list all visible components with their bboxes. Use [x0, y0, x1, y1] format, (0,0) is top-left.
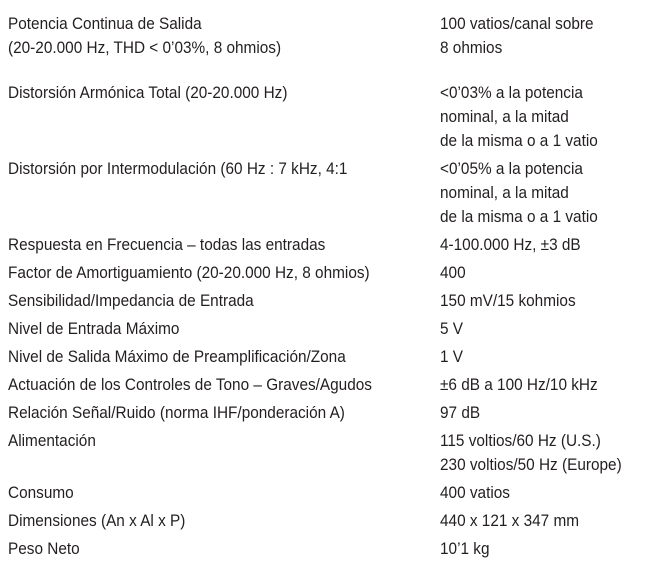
spec-row-input-sensitivity: [8, 289, 658, 313]
spec-row-continuous-power: [8, 12, 658, 36]
spec-value-line: 100 vatios/canal sobre: [440, 15, 594, 33]
spec-label: Nivel de Salida Máximo de Preamplificación/Zona: [8, 348, 346, 366]
spec-value: [440, 401, 643, 425]
spec-row-imd: [8, 157, 658, 229]
spec-value-line: nominal, a la mitad: [440, 184, 569, 202]
spec-value-line: 97 dB: [440, 404, 481, 422]
spec-value-line: 400: [440, 264, 466, 282]
spec-row-consumption: [8, 481, 658, 505]
spec-label: Nivel de Entrada Máximo: [8, 320, 180, 338]
spec-value-line: 8 ohmios: [440, 39, 503, 57]
spec-value: [440, 289, 643, 313]
spec-value: [440, 233, 643, 257]
spec-label: Potencia Continua de Salida: [8, 15, 202, 33]
spec-value: [440, 373, 643, 397]
spec-value: [440, 157, 643, 229]
spec-label: Respuesta en Frecuencia – todas las entradas: [8, 236, 326, 254]
spec-value: [440, 36, 643, 60]
spec-label: Consumo: [8, 484, 74, 502]
spec-label: Actuación de los Controles de Tono – Graves/Agudos: [8, 376, 372, 394]
spec-row-frequency-response: [8, 233, 658, 257]
spec-label: Distorsión Armónica Total (20-20.000 Hz): [8, 84, 288, 102]
spec-row-damping-factor: [8, 261, 658, 285]
spec-label: Factor de Amortiguamiento (20-20.000 Hz, 8 ohmios): [8, 264, 370, 282]
spec-row-signal-noise: [8, 401, 658, 425]
spec-value: [440, 481, 643, 505]
spec-value: [440, 12, 643, 36]
spec-label: Relación Señal/Ruido (norma IHF/ponderación A): [8, 404, 345, 422]
spec-value: [440, 317, 643, 341]
spec-value-line: 5 V: [440, 320, 464, 338]
spec-label: Alimentación: [8, 432, 96, 450]
spec-value-line: nominal, a la mitad: [440, 108, 569, 126]
spec-label: Peso Neto: [8, 540, 80, 558]
spec-value: [440, 345, 643, 369]
spec-row-max-preamp-output: [8, 345, 658, 369]
spec-row-continuous-power-conditions: [8, 36, 658, 60]
spec-value-line: 400 vatios: [440, 484, 510, 502]
spec-value: [440, 509, 643, 533]
spec-value-line: ±6 dB a 100 Hz/10 kHz: [440, 376, 598, 394]
spec-row-thd: [8, 81, 658, 153]
spec-value-line: <0’03% a la potencia: [440, 84, 583, 102]
spec-value-line: 440 x 121 x 347 mm: [440, 512, 580, 530]
spec-row-power-supply: [8, 429, 658, 477]
specifications-table: [8, 12, 658, 561]
spec-value: [440, 429, 643, 477]
spec-label: Sensibilidad/Impedancia de Entrada: [8, 292, 254, 310]
spec-row-tone-controls: [8, 373, 658, 397]
spec-label: Dimensiones (An x Al x P): [8, 512, 186, 530]
spec-value-line: 115 voltios/60 Hz (U.S.): [440, 432, 601, 450]
spec-row-net-weight: [8, 537, 658, 561]
spec-label: (20-20.000 Hz, THD < 0’03%, 8 ohmios): [8, 39, 282, 57]
spec-label: Distorsión por Intermodulación (60 Hz : 7 kHz, 4:1: [8, 160, 348, 178]
spec-value-line: 10’1 kg: [440, 540, 490, 558]
spec-value-line: de la misma o a 1 vatio: [440, 208, 598, 226]
spec-value-line: 230 voltios/50 Hz (Europe): [440, 456, 622, 474]
spec-value-line: 4-100.000 Hz, ±3 dB: [440, 236, 581, 254]
spec-value: [440, 81, 643, 153]
spec-value-line: 1 V: [440, 348, 464, 366]
spec-value-line: de la misma o a 1 vatio: [440, 132, 598, 150]
spec-value: [440, 261, 643, 285]
spec-value: [440, 537, 643, 561]
spec-row-max-input-level: [8, 317, 658, 341]
spec-value-line: 150 mV/15 kohmios: [440, 292, 576, 310]
spec-row-dimensions: [8, 509, 658, 533]
spec-value-line: <0’05% a la potencia: [440, 160, 583, 178]
